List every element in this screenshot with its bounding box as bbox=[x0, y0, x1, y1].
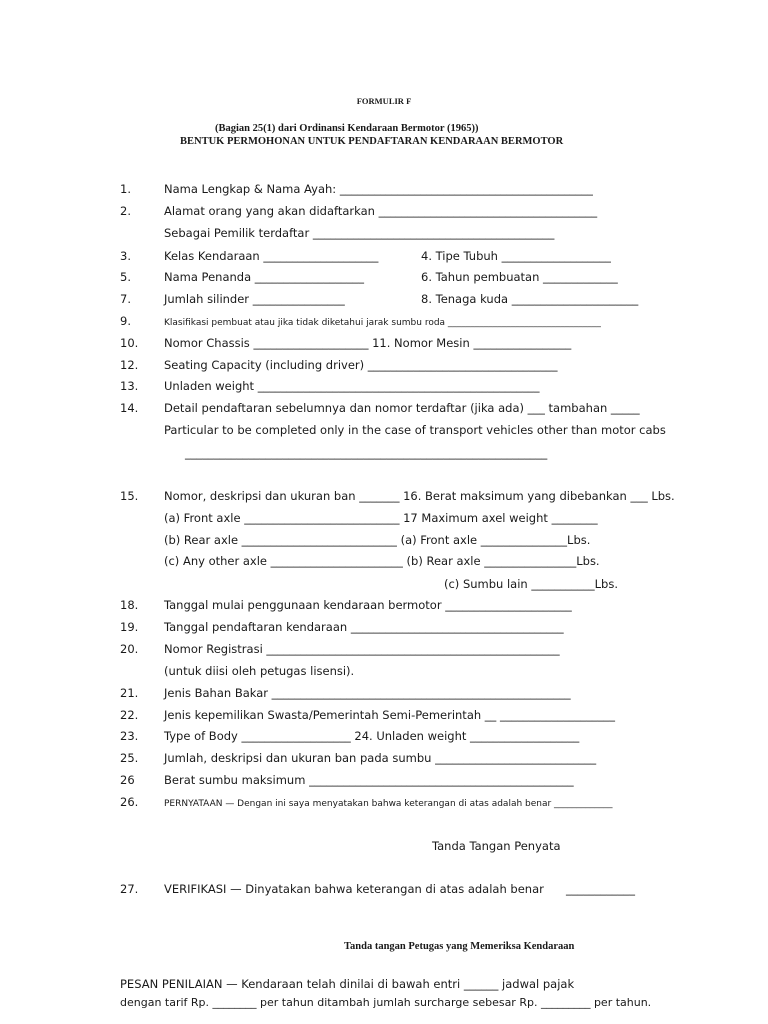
form-field-line: Jenis kepemilikan Swasta/Pemerintah Semi-Pemerintah __ ____________________ bbox=[164, 708, 615, 722]
row-number: 19. bbox=[120, 620, 139, 634]
form-field-line: PERNYATAAN — Dengan ini saya menyatakan bahwa keterangan di atas adalah benar _____________ bbox=[164, 799, 613, 809]
row-number: 18. bbox=[120, 598, 139, 612]
form-field-line: Nomor Registrasi ___________________________________________________ bbox=[164, 642, 560, 656]
form-field-line-right: 4. Tipe Tubuh ___________________ bbox=[421, 249, 611, 263]
form-field-line-right: 6. Tahun pembuatan _____________ bbox=[421, 270, 618, 284]
form-field-line: Kelas Kendaraan ____________________ bbox=[164, 249, 379, 263]
form-field-line: Berat sumbu maksimum ______________________________________________ bbox=[164, 773, 574, 787]
row-number: 7. bbox=[120, 292, 131, 306]
form-field-line: (c) Sumbu lain ___________Lbs. bbox=[444, 577, 618, 591]
form-field-line: Tanggal pendaftaran kendaraan _____________________________________ bbox=[164, 620, 564, 634]
form-code: FORMULIR F bbox=[356, 96, 412, 106]
row-number: 5. bbox=[120, 270, 131, 284]
form-field-line: (a) Front axle ___________________________ 17 Maximum axel weight ________ bbox=[164, 511, 598, 525]
declarant-signature-label: Tanda Tangan Penyata bbox=[432, 839, 561, 853]
row-number: 21. bbox=[120, 686, 139, 700]
form-field-line: Detail pendaftaran sebelumnya dan nomor terdaftar (jika ada) ___ tambahan _____ bbox=[164, 401, 640, 415]
row-number: 22. bbox=[120, 708, 139, 722]
legal-reference: (Bagian 25(1) dari Ordinansi Kendaraan Bermotor (1965)) bbox=[215, 123, 479, 134]
verification-number: 27. bbox=[120, 882, 139, 896]
form-field-line: Nama Penanda ___________________ bbox=[164, 270, 365, 284]
form-field-line: Nama Lengkap & Nama Ayah: ____________________________________________ bbox=[164, 182, 593, 196]
form-field-line: (c) Any other axle _______________________ (b) Rear axle ________________Lbs. bbox=[164, 554, 600, 568]
row-number: 2. bbox=[120, 204, 131, 218]
verification-blank: ____________ bbox=[566, 882, 635, 896]
row-number: 15. bbox=[120, 489, 139, 503]
row-number: 25. bbox=[120, 751, 139, 765]
form-field-line: (untuk diisi oleh petugas lisensi). bbox=[164, 664, 355, 678]
form-field-line: Alamat orang yang akan didaftarkan ______________________________________ bbox=[164, 204, 598, 218]
form-field-line: Klasifikasi pembuat atau jika tidak diketahui jarak sumbu roda __________________________________ bbox=[164, 318, 601, 328]
row-number: 9. bbox=[120, 314, 131, 328]
row-number: 23. bbox=[120, 729, 139, 743]
form-field-line: Unladen weight _________________________________________________ bbox=[164, 379, 540, 393]
row-number: 20. bbox=[120, 642, 139, 656]
form-field-line: Nomor Chassis ____________________ 11. Nomor Mesin _________________ bbox=[164, 336, 572, 350]
form-field-line: Type of Body ___________________ 24. Unladen weight ___________________ bbox=[164, 729, 580, 743]
form-title: BENTUK PERMOHONAN UNTUK PENDAFTARAN KENDARAAN BERMOTOR bbox=[180, 136, 564, 147]
form-field-line: Jumlah, deskripsi dan ukuran ban pada sumbu ____________________________ bbox=[164, 751, 597, 765]
row-number: 3. bbox=[120, 249, 131, 263]
form-field-line: Sebagai Pemilik terdaftar __________________________________________ bbox=[164, 226, 555, 240]
form-field-line: Jenis Bahan Bakar ____________________________________________________ bbox=[164, 686, 571, 700]
row-number: 13. bbox=[120, 379, 139, 393]
row-number: 10. bbox=[120, 336, 139, 350]
verification-text: VERIFIKASI — Dinyatakan bahwa keterangan di atas adalah benar bbox=[164, 882, 544, 896]
row-number: 26 bbox=[120, 773, 135, 787]
row-number: 14. bbox=[120, 401, 139, 415]
form-field-line: (b) Rear axle ___________________________ (a) Front axle _______________Lbs. bbox=[164, 533, 591, 547]
form-field-line: Seating Capacity (including driver) _________________________________ bbox=[164, 358, 558, 372]
assessment-line-1: PESAN PENILAIAN — Kendaraan telah dinilai di bawah entri ______ jadwal pajak bbox=[120, 977, 575, 991]
assessment-line-2: dengan tarif Rp. ________ per tahun ditambah jumlah surcharge sebesar Rp. _________ per tahun. bbox=[120, 996, 652, 1009]
row-number: 12. bbox=[120, 358, 139, 372]
form-field-line-right: 8. Tenaga kuda ______________________ bbox=[421, 292, 639, 306]
form-field-line: _______________________________________________________________ bbox=[185, 446, 548, 460]
form-field-line: Tanggal mulai penggunaan kendaraan bermotor ______________________ bbox=[164, 598, 572, 612]
form-field-line: Nomor, deskripsi dan ukuran ban _______ 16. Berat maksimum yang dibebankan ___ Lbs. bbox=[164, 489, 675, 503]
row-number: 1. bbox=[120, 182, 131, 196]
form-field-line: Jumlah silinder ________________ bbox=[164, 292, 345, 306]
row-number: 26. bbox=[120, 795, 139, 809]
form-field-line: Particular to be completed only in the case of transport vehicles other than motor cabs bbox=[164, 423, 666, 437]
inspector-signature-label: Tanda tangan Petugas yang Memeriksa Kendaraan bbox=[344, 941, 575, 952]
